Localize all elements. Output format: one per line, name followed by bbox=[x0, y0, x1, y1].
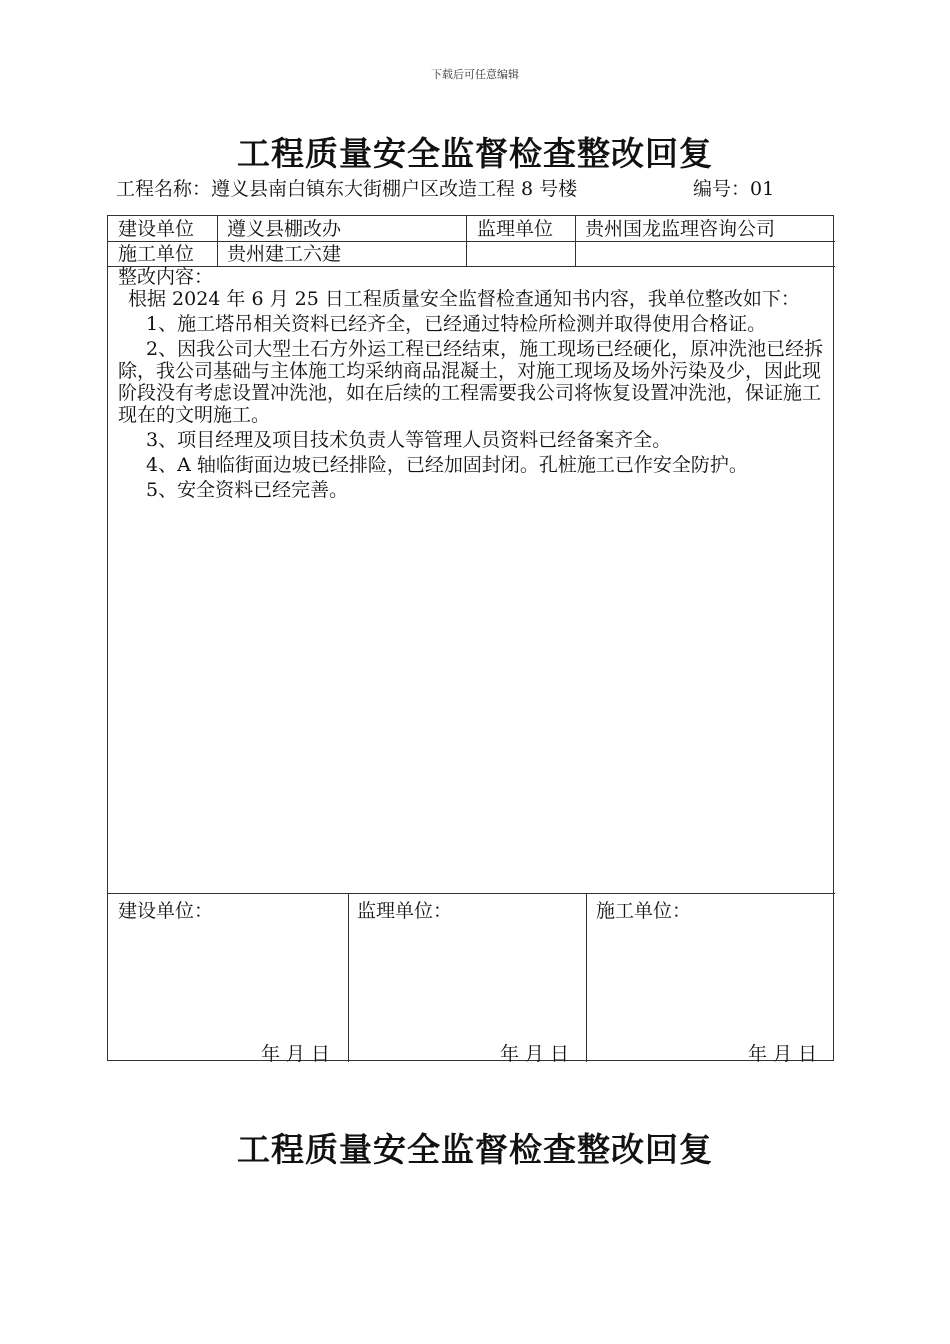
contractor-value: 贵州建工六建 bbox=[227, 243, 342, 265]
supervision-unit-value: 贵州国龙监理咨询公司 bbox=[585, 218, 776, 240]
header-note: 下载后可任意编辑 bbox=[431, 68, 519, 81]
project-number bbox=[693, 174, 774, 201]
col-divider bbox=[586, 893, 587, 1062]
rectification-form bbox=[107, 215, 834, 1065]
content-item: 2、因我公司大型土石方外运工程已经结束，施工现场已经硬化，原冲洗池已经拆除，我公司基础与主体施工均采纳商品混凝土，对施工现场及场外污染及少，因此现阶段没有考虑设置冲洗池，如在后续的工程需要我公司将恢复设置冲洗池，保证施工现在的文明施工。 bbox=[118, 338, 824, 426]
project-name-label: 工程名称： bbox=[116, 178, 212, 200]
page-title-repeat: 工程质量安全监督检查整改回复 bbox=[237, 1130, 713, 1169]
supervision-date: 年月日 bbox=[500, 1043, 576, 1065]
page-title: 工程质量安全监督检查整改回复 bbox=[237, 134, 713, 173]
construction-signature-label: 建设单位： bbox=[118, 900, 214, 922]
project-number-value: 01 bbox=[750, 178, 775, 200]
rectification-content bbox=[118, 266, 830, 501]
content-item: 3、项目经理及项目技术负责人等管理人员资料已经备案齐全。 bbox=[146, 429, 672, 451]
col-divider bbox=[217, 216, 218, 267]
construction-date: 年月日 bbox=[261, 1043, 337, 1065]
supervision-unit-label: 监理单位 bbox=[477, 218, 554, 240]
contractor-date: 年月日 bbox=[748, 1043, 824, 1065]
construction-unit-label: 建设单位 bbox=[118, 218, 195, 240]
col-divider bbox=[348, 893, 349, 1062]
project-name: 遵义县南白镇东大街棚户区改造工程 8 号楼 bbox=[211, 178, 578, 200]
construction-unit-value: 遵义县棚改办 bbox=[227, 218, 342, 240]
content-item: 4、A 轴临街面边坡已经排险，已经加固封闭。孔桩施工已作安全防护。 bbox=[146, 454, 748, 476]
contractor-label: 施工单位 bbox=[118, 243, 195, 265]
content-item: 1、施工塔吊相关资料已经齐全，已经通过特检所检测并取得使用合格证。 bbox=[146, 313, 767, 335]
supervision-signature-label: 监理单位： bbox=[357, 900, 453, 922]
row-divider bbox=[108, 893, 835, 894]
project-number-label: 编号： bbox=[693, 178, 751, 200]
col-divider bbox=[575, 216, 576, 267]
project-line bbox=[116, 174, 836, 201]
col-divider bbox=[466, 216, 467, 267]
content-intro: 根据 2024 年 6 月 25 日工程质量安全监督检查通知书内容，我单位整改如下： bbox=[128, 288, 800, 310]
content-item: 5、安全资料已经完善。 bbox=[146, 479, 349, 501]
contractor-signature-label: 施工单位： bbox=[596, 900, 692, 922]
content-heading: 整改内容： bbox=[118, 266, 214, 288]
